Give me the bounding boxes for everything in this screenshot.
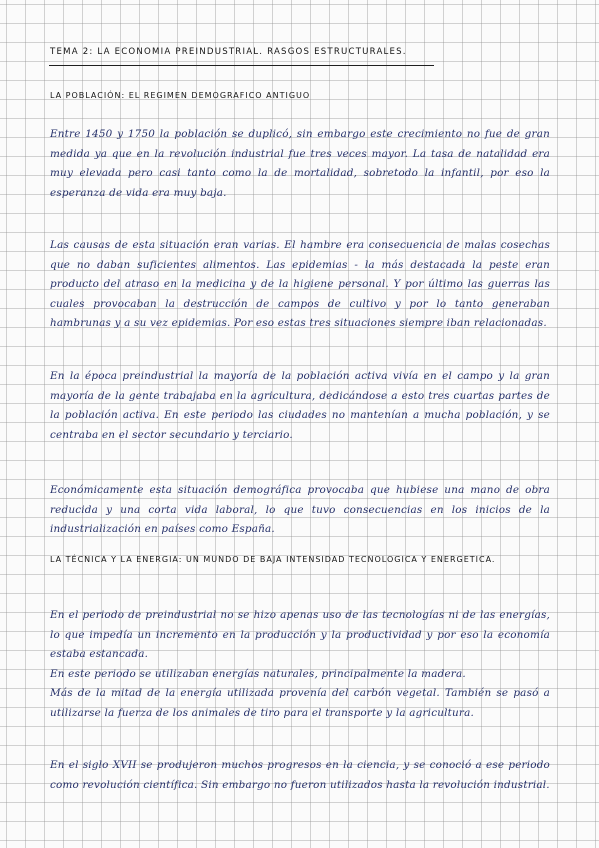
paragraph-poblacion-1: Entre 1450 y 1750 la población se duplicó, sin embargo este crecimiento no fue de gran medida ya que en la revolución industrial fue tres veces mayor. La tasa de natalidad era muy elevada pero casi tanto como la de mortalidad, sobretodo la infantil, por eso la esperanza de vida era muy baja. — [50, 128, 550, 199]
page-title: TEMA 2: LA ECONOMIA PREINDUSTRIAL. RASGOS ESTRUCTURALES. — [50, 47, 407, 57]
paragraph-poblacion-4: Económicamente esta situación demográfica provocaba que hubiese una mano de obra reducida y una corta vida laboral, lo que tuvo consecuencias en los inicios de la industrialización en países como España. — [50, 484, 550, 535]
paragraph-poblacion-2: Las causas de esta situación eran varias. El hambre era consecuencia de malas cosechas que no daban suficientes alimentos. Las epidemias - la más destacada la peste eran producto del atraso en la medicina y de la higiene personal. Y por último las guerras las cuales provocaban la destrucción de campos de cultivo y por lo tanto generaban hambrunas y a su vez epidemias. Por eso estas tres situaciones siempre iban relacionadas. — [50, 239, 550, 329]
title-underline — [49, 65, 434, 66]
section-heading-poblacion: LA POBLACIÓN: EL REGIMEN DEMOGRAFICO ANTIGUO — [50, 91, 311, 100]
paragraph-poblacion-3: En la época preindustrial la mayoría de la población activa vivía en el campo y la gran mayoría de la gente trabajaba en la agricultura, dedicándose a esto tres cuartas partes de la población activa. En este periodo las ciudades no mantenían a mucha población, y se centraba en el sector secundario y terciario. — [50, 370, 550, 441]
paragraph-tecnica-2: En el siglo XVII se produjeron muchos progresos en la ciencia, y se conoció a ese periodo como revolución científica. Sin embargo no fueron utilizados hasta la revolución industrial. — [50, 759, 550, 791]
paragraph-tecnica-1: En el periodo de preindustrial no se hizo apenas uso de las tecnologías ni de las energías, lo que impedía un incremento en la producción y la productividad y por eso la economía estaba estancada. En este periodo se utilizaban energías naturales, principalmente la madera. Más de la mitad de la energía utilizada provenía del carbón vegetal. También se pasó a utilizarse la fuerza de los animales de tiro para el transporte y la agricultura. — [50, 609, 550, 719]
section-heading-tecnica: LA TÉCNICA Y LA ENERGIA: UN MUNDO DE BAJA INTENSIDAD TECNOLOGICA Y ENERGETICA. — [50, 555, 496, 564]
